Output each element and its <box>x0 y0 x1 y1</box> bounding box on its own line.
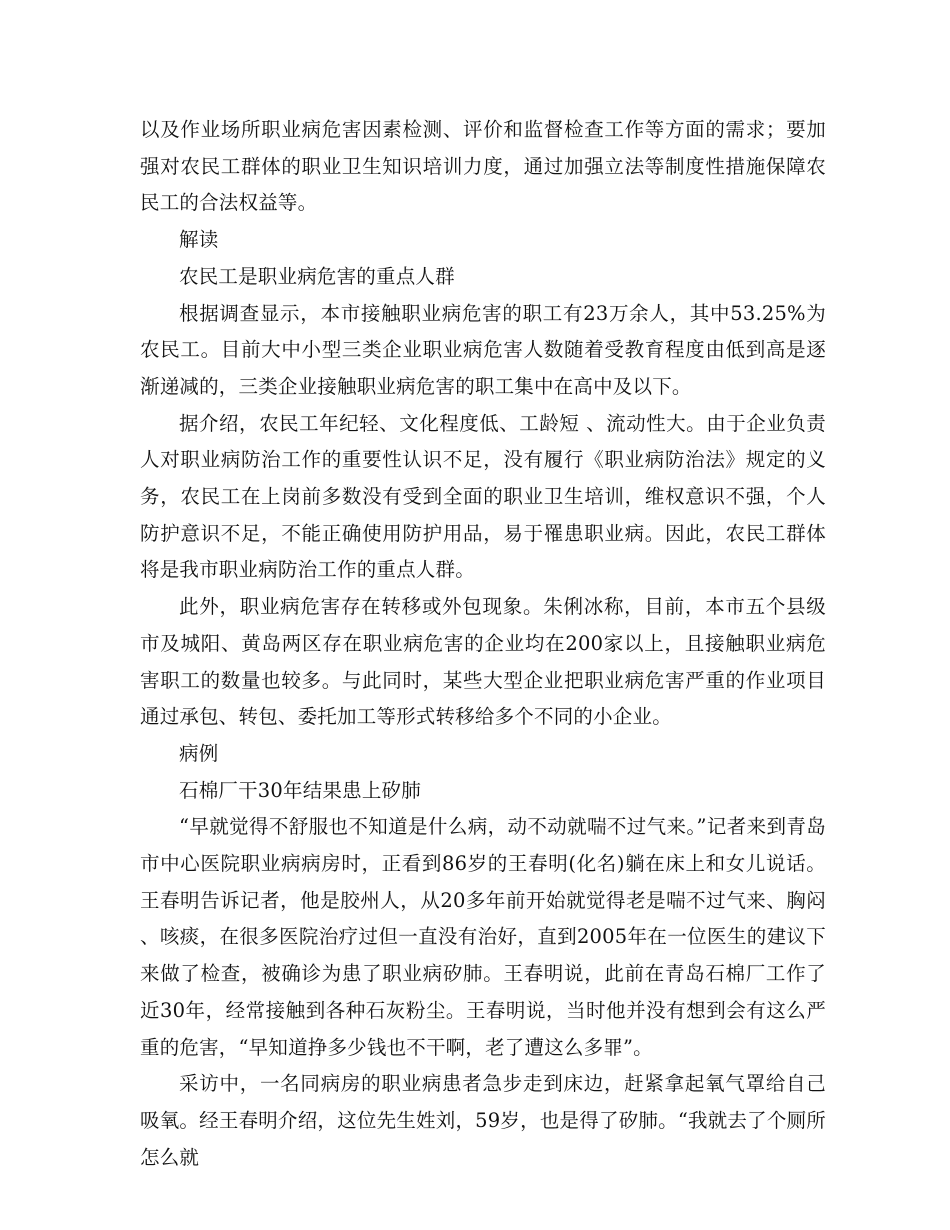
paragraph-case-story: “早就觉得不舒服也不知道是什么病，动不动就喘不过气来。”记者来到青岛市中心医院职业病病房时，正看到86岁的王春明(化名)躺在床上和女儿说话。王春明告诉记者，他是胶州人，从20多年前开始就觉得老是喘不过气来、胸闷 、咳痰，在很多医院治疗过但一直没有治好，直到2005年在一位医生的建议下来做了检查，被确诊为患了职业病矽肺。王春明说，此前在青岛石棉厂工作了近30年，经常接触到各种石灰粉尘。王春明说，当时他并没有想到会有这么严重的危害，“早知道挣多少钱也不干啊，老了遭这么多罪”。 <box>140 815 826 1059</box>
paragraph-continuation: 以及作业场所职业病危害因素检测、评价和监督检查工作等方面的需求；要加强对农民工群体的职业卫生知识培训力度，通过加强立法等制度性措施保障农民工的合法权益等。 <box>140 118 826 215</box>
paragraph-interview: 采访中，一名同病房的职业病患者急步走到床边，赶紧拿起氧气罩给自己吸氧。经王春明介绍，这位先生姓刘，59岁，也是得了矽肺。“我就去了个厕所怎么就 <box>140 1072 826 1169</box>
section-label-interpretation: 解读 <box>179 228 219 252</box>
subheading-asbestos-factory: 石棉厂干30年结果患上矽肺 <box>179 778 421 802</box>
paragraph-introduction: 据介绍，农民工年纪轻、文化程度低、工龄短 、流动性大。由于企业负责人对职业病防治工作的重要性认识不足，没有履行《职业病防治法》规定的义务，农民工在上岗前多数没有受到全面的职业卫生培训，维权意识不强，个人防护意识不足，不能正确使用防护用品，易于罹患职业病。因此，农民工群体将是我市职业病防治工作的重点人群。 <box>140 411 826 582</box>
subheading-migrant-workers: 农民工是职业病危害的重点人群 <box>179 264 455 288</box>
document-page <box>140 112 826 1176</box>
section-label-case: 病例 <box>179 741 219 765</box>
paragraph-outsourcing: 此外，职业病危害存在转移或外包现象。朱俐冰称，目前，本市五个县级市及城阳、黄岛两区存在职业病危害的企业均在200家以上，且接触职业病危害职工的数量也较多。与此同时，某些大型企业把职业病危害严重的作业项目通过承包、转包、委托加工等形式转移给多个不同的小企业。 <box>140 595 826 729</box>
paragraph-survey: 根据调查显示，本市接触职业病危害的职工有23万余人，其中53.25%为农民工。目前大中小型三类企业职业病危害人数随着受教育程度由低到高是逐渐递减的，三类企业接触职业病危害的职工集中在高中及以下。 <box>140 301 826 398</box>
